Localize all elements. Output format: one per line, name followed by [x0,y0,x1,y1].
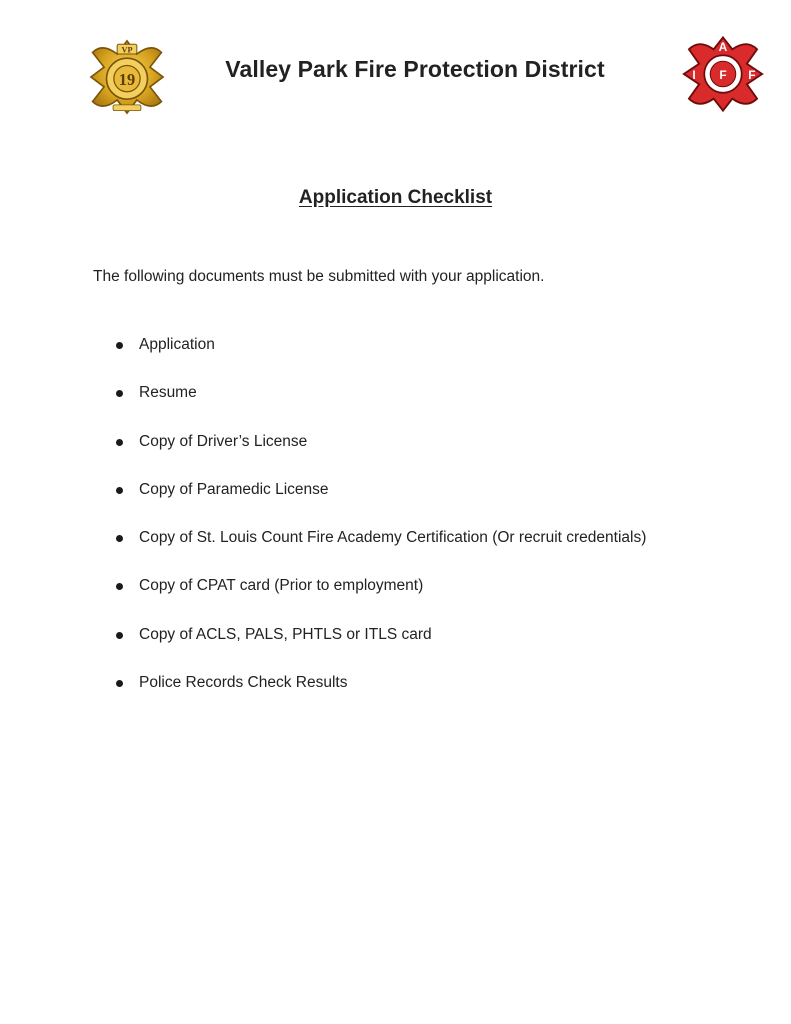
checklist-item-text: Copy of St. Louis Count Fire Academy Certification (Or recruit credentials) [139,529,647,547]
checklist-item-text: Copy of Driver’s License [139,432,308,450]
iaff-logo-icon [680,34,766,114]
checklist-item-text: Copy of CPAT card (Prior to employment) [139,577,424,595]
bullet-icon [116,535,123,542]
bullet-icon [116,342,123,349]
intro-paragraph: The following documents must be submitted with your application. [93,268,545,285]
bullet-icon [116,390,123,397]
left-logo-number: 19 [118,70,136,90]
bullet-icon [116,632,123,639]
bullet-icon [116,583,123,590]
organization-title: Valley Park Fire Protection District [225,56,605,82]
right-logo-letter-left: I [692,68,696,83]
right-logo-letter-right: F [748,68,756,83]
checklist-item-text: Copy of Paramedic License [139,480,329,498]
bullet-icon [116,439,123,446]
checklist-item-text: Application [139,336,215,353]
right-logo-letter-center: F [719,68,727,83]
right-logo-letter-top: A [718,40,728,55]
checklist-item-text: Copy of ACLS, PALS, PHTLS or ITLS card [139,625,432,643]
checklist-title: Application Checklist [298,187,493,208]
bullet-icon [116,680,123,687]
checklist-item-text: Resume [139,384,197,402]
bullet-icon [116,487,123,494]
checklist-item-text: Police Records Check Results [139,674,348,692]
left-logo-top-text: VP [121,45,133,55]
